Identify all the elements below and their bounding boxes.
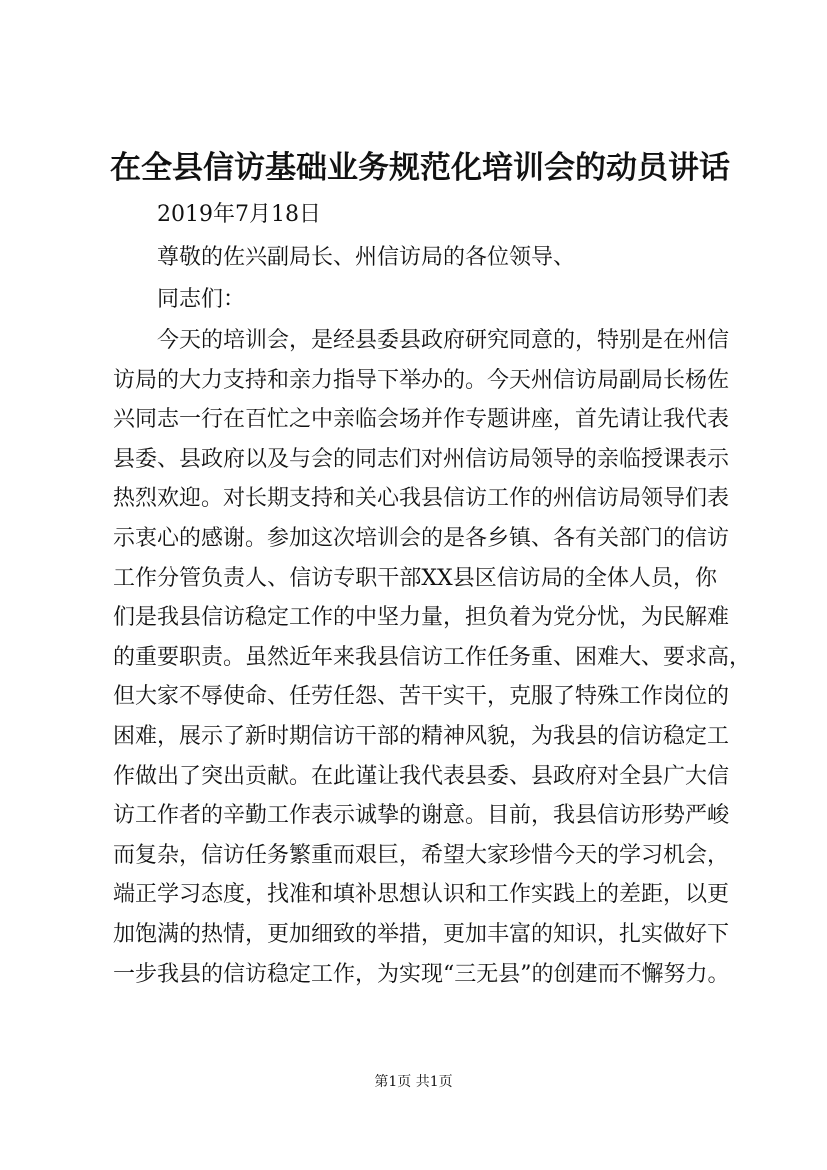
body-line: 示衷心的感谢。参加这次培训会的是各乡镇、各有关部门的信访 bbox=[113, 525, 730, 551]
body-line: 今天的培训会，是经县委县政府研究同意的，特别是在州信 bbox=[157, 328, 730, 353]
salutation-line-1: 尊敬的佐兴副局长、州信访局的各位领导、 bbox=[157, 245, 576, 270]
body-line: 们是我县信访稳定工作的中坚力量，担负着为党分忧，为民解难 bbox=[113, 605, 730, 631]
body-line: 而复杂，信访任务繁重而艰巨，希望大家珍惜今天的学习机会， bbox=[113, 842, 730, 868]
body-line: 访工作者的辛勤工作表示诚挚的谢意。目前，我县信访形势严峻 bbox=[113, 803, 730, 829]
speech-date: 2019年7月18日 bbox=[157, 202, 321, 227]
body-line: 一步我县的信访稳定工作，为实现“三无县”的创建而不懈努力。 bbox=[113, 961, 730, 987]
body-line: 工作分管负责人、信访专职干部XX县区信访局的全体人员，你 bbox=[113, 565, 717, 591]
body-line: 访局的大力支持和亲力指导下举办的。今天州信访局副局长杨佐 bbox=[113, 367, 730, 393]
body-line: 兴同志一行在百忙之中亲临会场并作专题讲座，首先请让我代表 bbox=[113, 407, 730, 433]
body-line: 作做出了突出贡献。在此谨让我代表县委、县政府对全县广大信 bbox=[113, 763, 730, 789]
body-line: 县委、县政府以及与会的同志们对州信访局领导的亲临授课表示 bbox=[113, 446, 730, 472]
document-title: 在全县信访基础业务规范化培训会的动员讲话 bbox=[110, 150, 730, 186]
body-line: 加饱满的热情，更加细致的举措，更加丰富的知识，扎实做好下 bbox=[113, 921, 730, 947]
body-line: 的重要职责。虽然近年来我县信访工作任务重、困难大、要求高， bbox=[113, 644, 752, 670]
body-line: 热烈欢迎。对长期支持和关心我县信访工作的州信访局领导们表 bbox=[113, 486, 730, 512]
body-line: 困难，展示了新时期信访干部的精神风貌，为我县的信访稳定工 bbox=[113, 723, 730, 749]
speech-body bbox=[113, 321, 752, 994]
body-line: 但大家不辱使命、任劳任怨、苦干实干，克服了特殊工作岗位的 bbox=[113, 684, 730, 710]
salutation-line-2: 同志们： bbox=[157, 287, 246, 312]
body-line: 端正学习态度，找准和填补思想认识和工作实践上的差距，以更 bbox=[113, 882, 730, 908]
page-footer: 第1页 共1页 bbox=[374, 1074, 453, 1090]
